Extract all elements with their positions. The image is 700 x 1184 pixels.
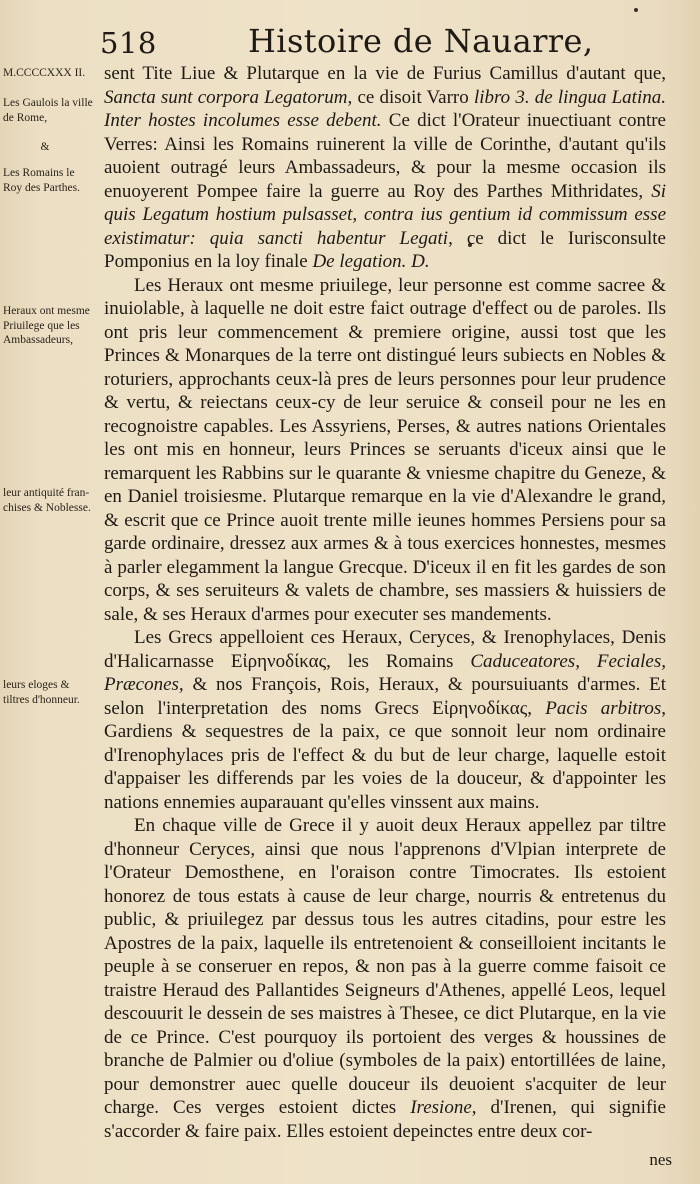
text-run: , ce disoit Varro <box>347 86 474 108</box>
italic-text: Caduceatores, Feciales, Præcones, <box>104 650 666 695</box>
italic-text: Pacis arbitros <box>545 697 662 719</box>
paragraph <box>104 274 666 627</box>
italic-text: libro 3. de lingua Latina. Inter hostes incolumes esse debent. <box>104 86 666 131</box>
paragraph <box>104 62 666 274</box>
text-run: , Gardiens & sequestres de la paix, ce que sonnoit leur nom ordinaire d'Irenophylaces pris de l'effect & du but de leur charge, laquelle estoit d'appaiser les differends par les voies de la douceur, & d'appointer les nations ennemies auparauant qu'elles vinssent aux mains. <box>104 697 667 813</box>
margin-note-year: M.CCCCXXX II. <box>3 67 86 79</box>
running-title: Histoire de Nauarre, <box>248 22 594 60</box>
margin-note-ampersand: & <box>40 141 50 153</box>
page-number: 518 <box>100 26 157 60</box>
main-text-column <box>104 62 666 1143</box>
text-run: & nos François, Rois, Heraux, & poursuiuants d'armes. Et selon l'interpretation des noms Grecs Εἰρηνοδίκας, <box>104 674 666 719</box>
text-run: En chaque ville de Grece il y auoit deux Heraux appellez par tiltre d'honneur Ceryces, ainsi que nous l'apprenons d'Vlpian interprete de l'Orateur Demosthene, en l'oraison contre Timocrates. Ils estoient honorez de tous estats à cause de leur charge, nourris & entretenus du public, & priuilegez par dessus tous les autres citadins, pour estre les Apostres de la paix, laquelle ils entretenoient & conseilloient incitants le peuple à se conseruer en repos, & non pas à la guerre comme faisoit ce traistre Heraud des Pallantides Seigneurs d'Athenes, appellé Leos, lequel descouurit le dessein de ses maistres à Thesee, ce dict Plutarque, en la vie de ce Prince. C'est pourquoy ils portoient des verges & houssines de branche de Palmier ou d'oliue (symboles de la paix) entortillées de laine, pour demonstrer auec quelle douceur ils deuoient s'acquiter de leur charge. Ces verges estoient dictes <box>104 815 666 1118</box>
italic-text: De legation. D. <box>312 251 430 272</box>
text-run: Ce dict l'Orateur inuectiuant contre Verres: Ainsi les Romains ruinerent la ville de Corinthe, d'autant qu'ils auoient outragé leurs Ambassadeurs, & pour la mesme occasion ils enuoyerent Pompee faire la guerre au Roy des Parthes Mithridates, <box>104 110 666 202</box>
paragraph <box>104 814 666 1143</box>
text-run: , d'Irenen, qui signifie s'accorder & faire paix. Elles estoient depeinctes entre deux cor- <box>104 1097 666 1142</box>
italic-text: Iresione <box>410 1097 472 1118</box>
italic-text: Sancta sunt corpora Legatorum <box>104 86 348 108</box>
margin-note-gaulois: Les Gaulois la ville de Rome, <box>3 97 93 124</box>
paragraph <box>104 626 666 814</box>
text-run: Les Grecs appelloient ces Heraux, Ceryces, & Irenophylaces, Denis d'Halicarnasse Εἰρηνοδίκας, les Romains <box>104 627 666 672</box>
text-run: Les Heraux ont mesme priuilege, leur personne est comme sacree & inuiolable, à laquelle ne doit estre faict outrage d'effect ou de paroles. Ils ont pris leur commencement & premiere origine, aussi tost que les Princes & Monarques de la terre ont distingué leurs subiects en Nobles & roturiers, approchants ceux-là pres de leurs personnes pour leur prudence & vertu, & reiectans ceux-cy de leur seruice & conseil pour ne les en recognoistre capables. Les Assyriens, Perses, & autres nations Orientales les ont mis en honneur, leurs Princes se seruants d'iceux ainsi que le remarquent les Rabbins sur le quarante & vniesme chapitre du Geneze, & en Daniel troisiesme. Plutarque remarque en la vie d'Alexandre le grand, & escrit que ce Prince auoit trente mille ieunes hommes Persiens pour sa garde ordinaire, dressez aux armes & à tous exercices honnestes, mesmes à parler elegamment la langue Grecque. D'iceux il en fit les gardes de son corps, & ses seruiteurs & valets de chambre, ses massiers & huissiers de sale, & ses Heraux d'armes pour executer ses mandements. <box>104 274 666 625</box>
italic-text: Si quis Legatum hostium pulsasset, contra ius gentium id commissum esse existimatur: quia sancti habentur Legati <box>104 180 666 249</box>
margin-note-heraux: Heraux ont mesme Priuilege que les Ambassadeurs, <box>3 305 90 346</box>
text-run: , ce dict le Iurisconsulte Pomponius en la loy finale <box>104 227 666 272</box>
catchword: nes <box>649 1150 672 1169</box>
page-header <box>100 20 660 64</box>
margin-note-romains: Les Romains le Roy des Parthes. <box>3 167 80 194</box>
text-run: sent Tite Liue & Plutarque en la vie de Furius Camillus d'autant que, <box>104 63 666 84</box>
margin-note-antiquite: leur antiquité fran-chises & Noblesse. <box>3 487 91 514</box>
margin-notes <box>0 0 96 1184</box>
ink-mark <box>634 8 638 12</box>
margin-note-eloges: leurs eloges & tiltres d'honneur. <box>3 679 80 706</box>
